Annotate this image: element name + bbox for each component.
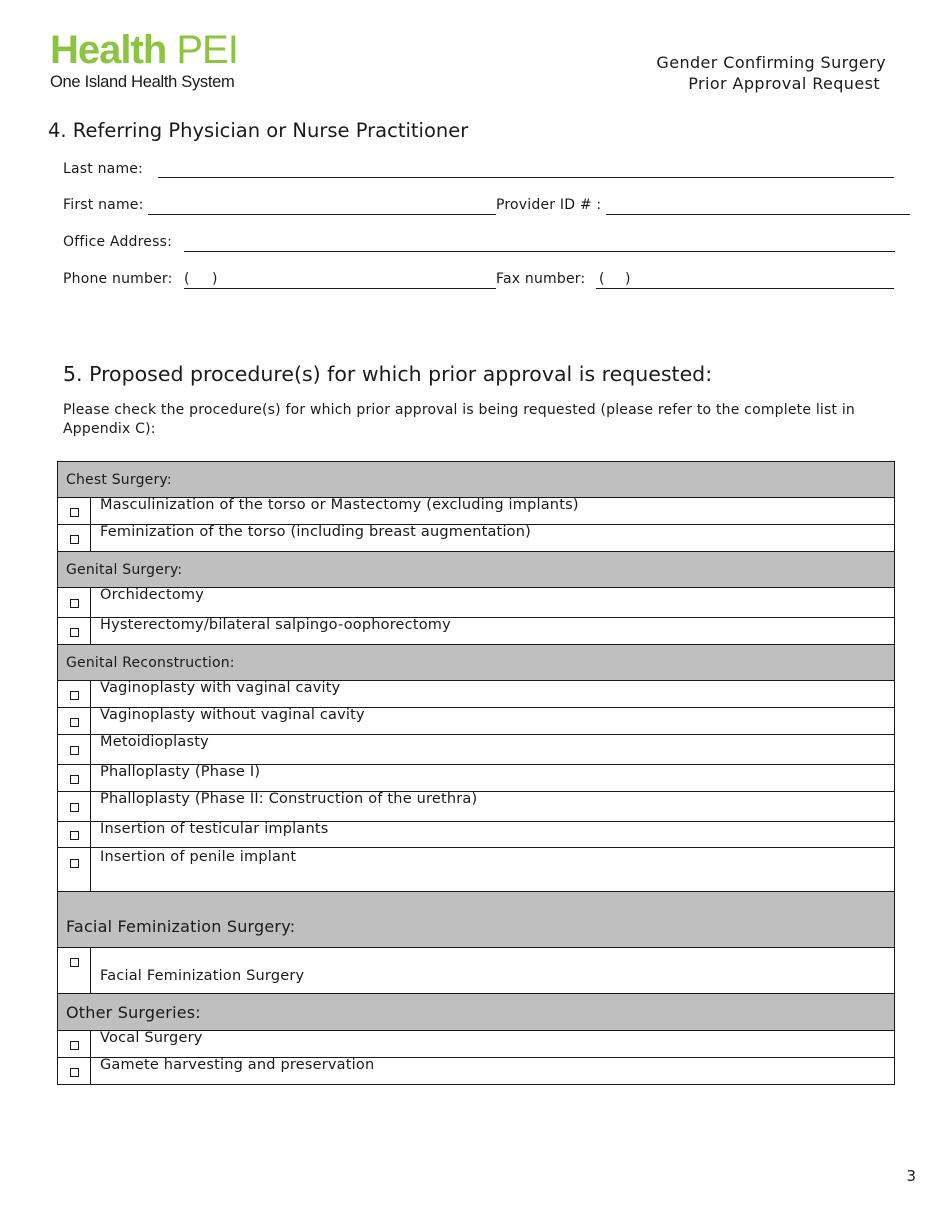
- procedure-row: [58, 948, 895, 994]
- procedure-label: Feminization of the torso (including breast augmentation): [91, 525, 895, 552]
- procedure-label: Vocal Surgery: [91, 1031, 895, 1058]
- procedure-checkbox[interactable]: [70, 718, 79, 727]
- procedure-row: [58, 735, 895, 765]
- procedure-label: Vaginoplasty without vaginal cavity: [91, 708, 895, 735]
- procedure-row: [58, 765, 895, 792]
- procedure-checkbox[interactable]: [70, 535, 79, 544]
- procedure-checkbox[interactable]: [70, 628, 79, 637]
- procedure-checkbox[interactable]: [70, 746, 79, 755]
- procedure-row: [58, 792, 895, 822]
- procedure-row: [58, 1031, 895, 1058]
- provider-id-field[interactable]: [606, 214, 910, 215]
- group-header-chest-surgery: Chest Surgery:: [58, 462, 895, 498]
- procedure-label: Gamete harvesting and preservation: [91, 1058, 895, 1085]
- procedure-checkbox[interactable]: [70, 1041, 79, 1050]
- section-5-instructions: Please check the procedure(s) for which prior approval is being requested (please refer to the complete list in Appendix C):: [63, 402, 856, 437]
- procedure-label: Phalloplasty (Phase II: Construction of the urethra): [91, 792, 895, 822]
- procedure-row: [58, 681, 895, 708]
- group-header-other-surgeries: Other Surgeries:: [58, 994, 895, 1031]
- procedure-checkbox[interactable]: [70, 958, 79, 967]
- phone-number-label: Phone number:: [63, 271, 173, 287]
- fax-number-label: Fax number:: [496, 271, 586, 287]
- first-name-field[interactable]: [148, 214, 496, 215]
- procedure-checkbox[interactable]: [70, 831, 79, 840]
- procedure-checkbox[interactable]: [70, 691, 79, 700]
- group-header-facial-feminization: Facial Feminization Surgery:: [58, 892, 895, 948]
- procedure-row: [58, 525, 895, 552]
- procedure-label: Phalloplasty (Phase I): [91, 765, 895, 792]
- fax-area-code-close: ): [625, 271, 631, 287]
- procedure-row: [58, 1058, 895, 1085]
- procedure-checkbox[interactable]: [70, 803, 79, 812]
- document-title-line-2: Prior Approval Request: [688, 74, 880, 93]
- procedure-label: Masculinization of the torso or Mastectomy (excluding implants): [91, 498, 895, 525]
- health-pei-logo: [50, 30, 238, 92]
- procedure-label: Hysterectomy/bilateral salpingo-oophorectomy: [91, 618, 895, 645]
- procedure-row: [58, 618, 895, 645]
- last-name-label: Last name:: [63, 161, 144, 177]
- first-name-label: First name:: [63, 197, 144, 213]
- procedure-label: Insertion of testicular implants: [91, 822, 895, 848]
- procedure-checkbox[interactable]: [70, 599, 79, 608]
- procedure-checkbox[interactable]: [70, 775, 79, 784]
- procedure-checkbox[interactable]: [70, 508, 79, 517]
- last-name-field[interactable]: [158, 177, 894, 178]
- document-title: [656, 52, 886, 94]
- procedure-row: [58, 708, 895, 735]
- procedure-checkbox[interactable]: [70, 859, 79, 868]
- section-5-heading: 5. Proposed procedure(s) for which prior approval is requested:: [63, 362, 713, 386]
- phone-area-code-open: (: [184, 271, 190, 287]
- phone-number-field[interactable]: [184, 288, 496, 289]
- logo-tagline: One Island Health System: [50, 73, 235, 91]
- procedure-row: [58, 848, 895, 892]
- document-title-line-1: Gender Confirming Surgery: [656, 53, 886, 72]
- procedure-checkbox[interactable]: [70, 1068, 79, 1077]
- page-number: 3: [906, 1167, 916, 1185]
- procedure-row: [58, 822, 895, 848]
- procedure-label: Metoidioplasty: [91, 735, 895, 765]
- procedure-row: [58, 588, 895, 618]
- procedure-table: [57, 461, 895, 1085]
- procedure-label: Vaginoplasty with vaginal cavity: [91, 681, 895, 708]
- procedure-label: Insertion of penile implant: [91, 848, 895, 892]
- fax-area-code-open: (: [599, 271, 605, 287]
- office-address-label: Office Address:: [63, 234, 172, 250]
- procedure-row: [58, 498, 895, 525]
- office-address-field[interactable]: [184, 251, 895, 252]
- procedure-label: Facial Feminization Surgery: [91, 948, 895, 994]
- section-4-heading: 4. Referring Physician or Nurse Practitioner: [48, 119, 469, 142]
- provider-id-label: Provider ID # :: [496, 197, 602, 213]
- group-header-genital-reconstruction: Genital Reconstruction:: [58, 645, 895, 681]
- phone-area-code-close: ): [212, 271, 218, 287]
- procedure-label: Orchidectomy: [91, 588, 895, 618]
- group-header-genital-surgery: Genital Surgery:: [58, 552, 895, 588]
- logo-wordmark: Health PEI: [50, 28, 238, 72]
- fax-number-field[interactable]: [596, 288, 894, 289]
